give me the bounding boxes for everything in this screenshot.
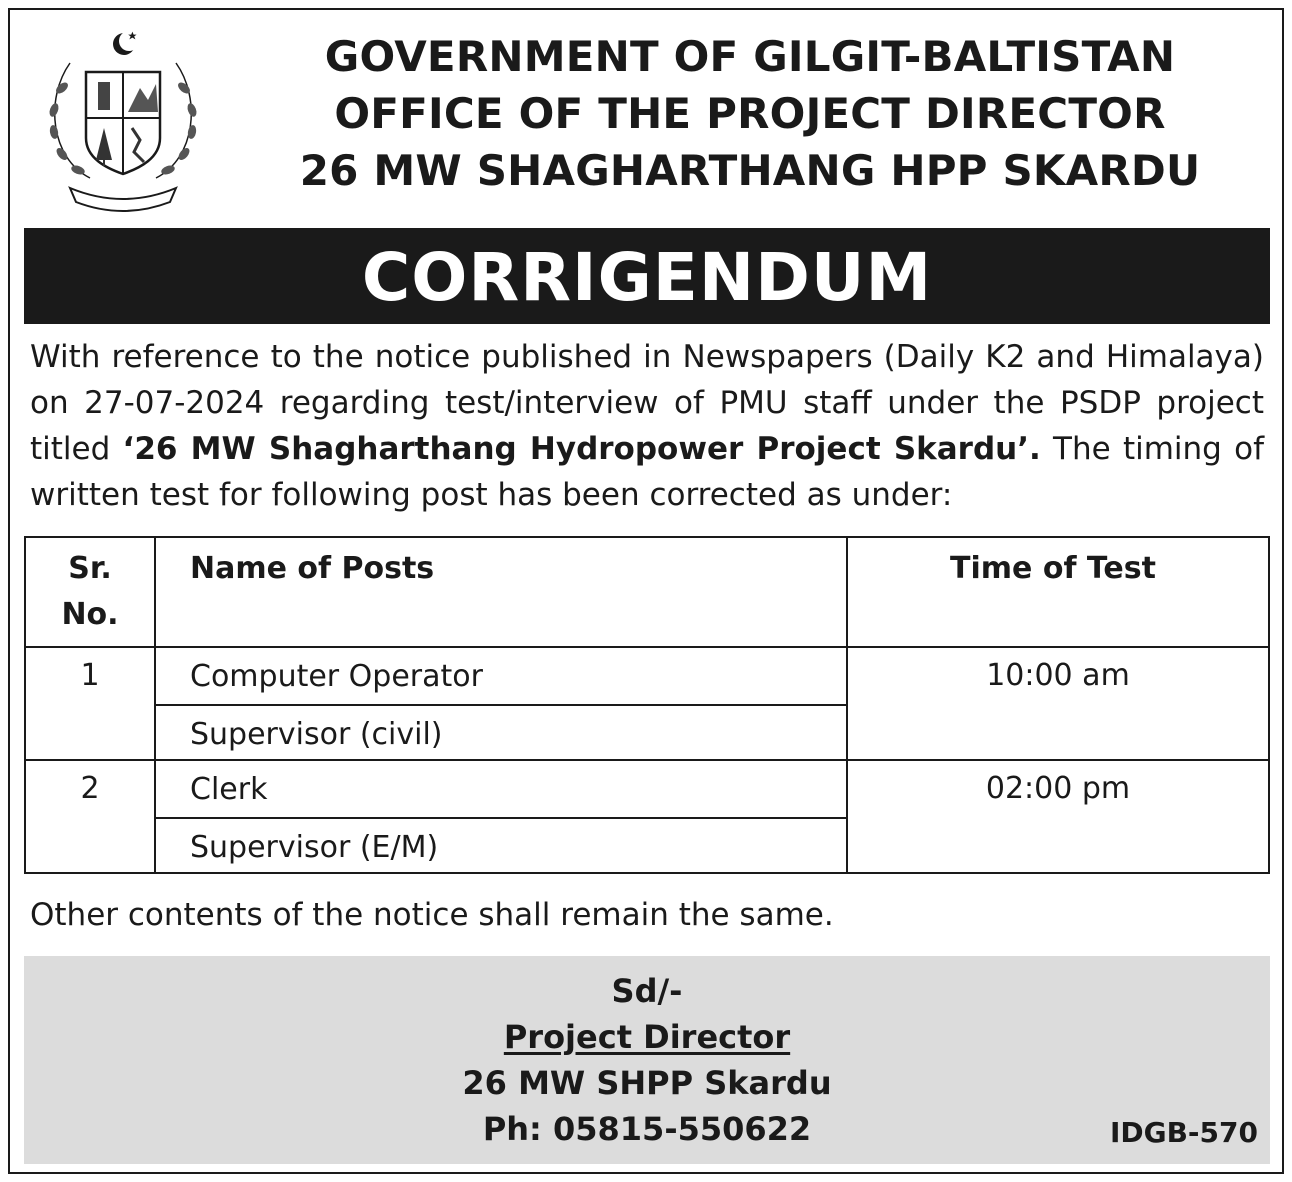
gilgit-baltistan-emblem-icon [40, 28, 206, 214]
signature-title: Project Director [503, 1018, 791, 1056]
post-cell: Computer Operator [155, 647, 847, 705]
reference-code: IDGB-570 [1109, 1116, 1258, 1149]
header-time: Time of Test [847, 537, 1269, 647]
post-cell: Supervisor (civil) [155, 705, 847, 760]
intro-project-title: ‘26 MW Shagharthang Hydropower Project Skardu’. [122, 431, 1041, 467]
time-cell: 02:00 pm [847, 760, 1269, 873]
project-name: 26 MW SHAGHARTHANG HPP SKARDU [299, 146, 1201, 195]
post-cell: Clerk [155, 760, 847, 818]
letterhead [260, 28, 1240, 199]
header-posts: Name of Posts [155, 537, 847, 647]
table-row [25, 647, 1269, 705]
government-name: GOVERNMENT OF GILGIT-BALTISTAN [324, 32, 1176, 81]
header-sr-line1: Sr. [68, 551, 112, 586]
sr-cell: 2 [25, 760, 155, 873]
corrigendum-banner [24, 228, 1270, 324]
signature-sd: Sd/- [611, 972, 683, 1010]
table-row [25, 760, 1269, 818]
office-name: OFFICE OF THE PROJECT DIRECTOR [334, 89, 1166, 138]
header-sr-no [25, 537, 155, 647]
signature-block [24, 956, 1270, 1164]
closing-note: Other contents of the notice shall remain the same. [30, 897, 834, 933]
intro-paragraph [30, 334, 1264, 518]
table-header-row [25, 537, 1269, 647]
time-cell: 10:00 am [847, 647, 1269, 760]
signature-phone: Ph: 05815-550622 [482, 1110, 812, 1148]
intro-text-start: With reference to the notice published in Newspapers (Daily K2 and Himalaya) on 27-07-2024 regarding test/interview of PMU staff under the PSDP project titled [30, 339, 1264, 467]
intro-text-end: The timing of written test for following post has been corrected as under: [30, 431, 1264, 513]
header-sr-line2: No. [61, 597, 119, 632]
signature-office: 26 MW SHPP Skardu [462, 1064, 832, 1102]
posts-table [24, 536, 1270, 874]
signature-text [24, 968, 1270, 1152]
post-cell: Supervisor (E/M) [155, 818, 847, 873]
banner-title: CORRIGENDUM [361, 239, 933, 316]
sr-cell: 1 [25, 647, 155, 760]
